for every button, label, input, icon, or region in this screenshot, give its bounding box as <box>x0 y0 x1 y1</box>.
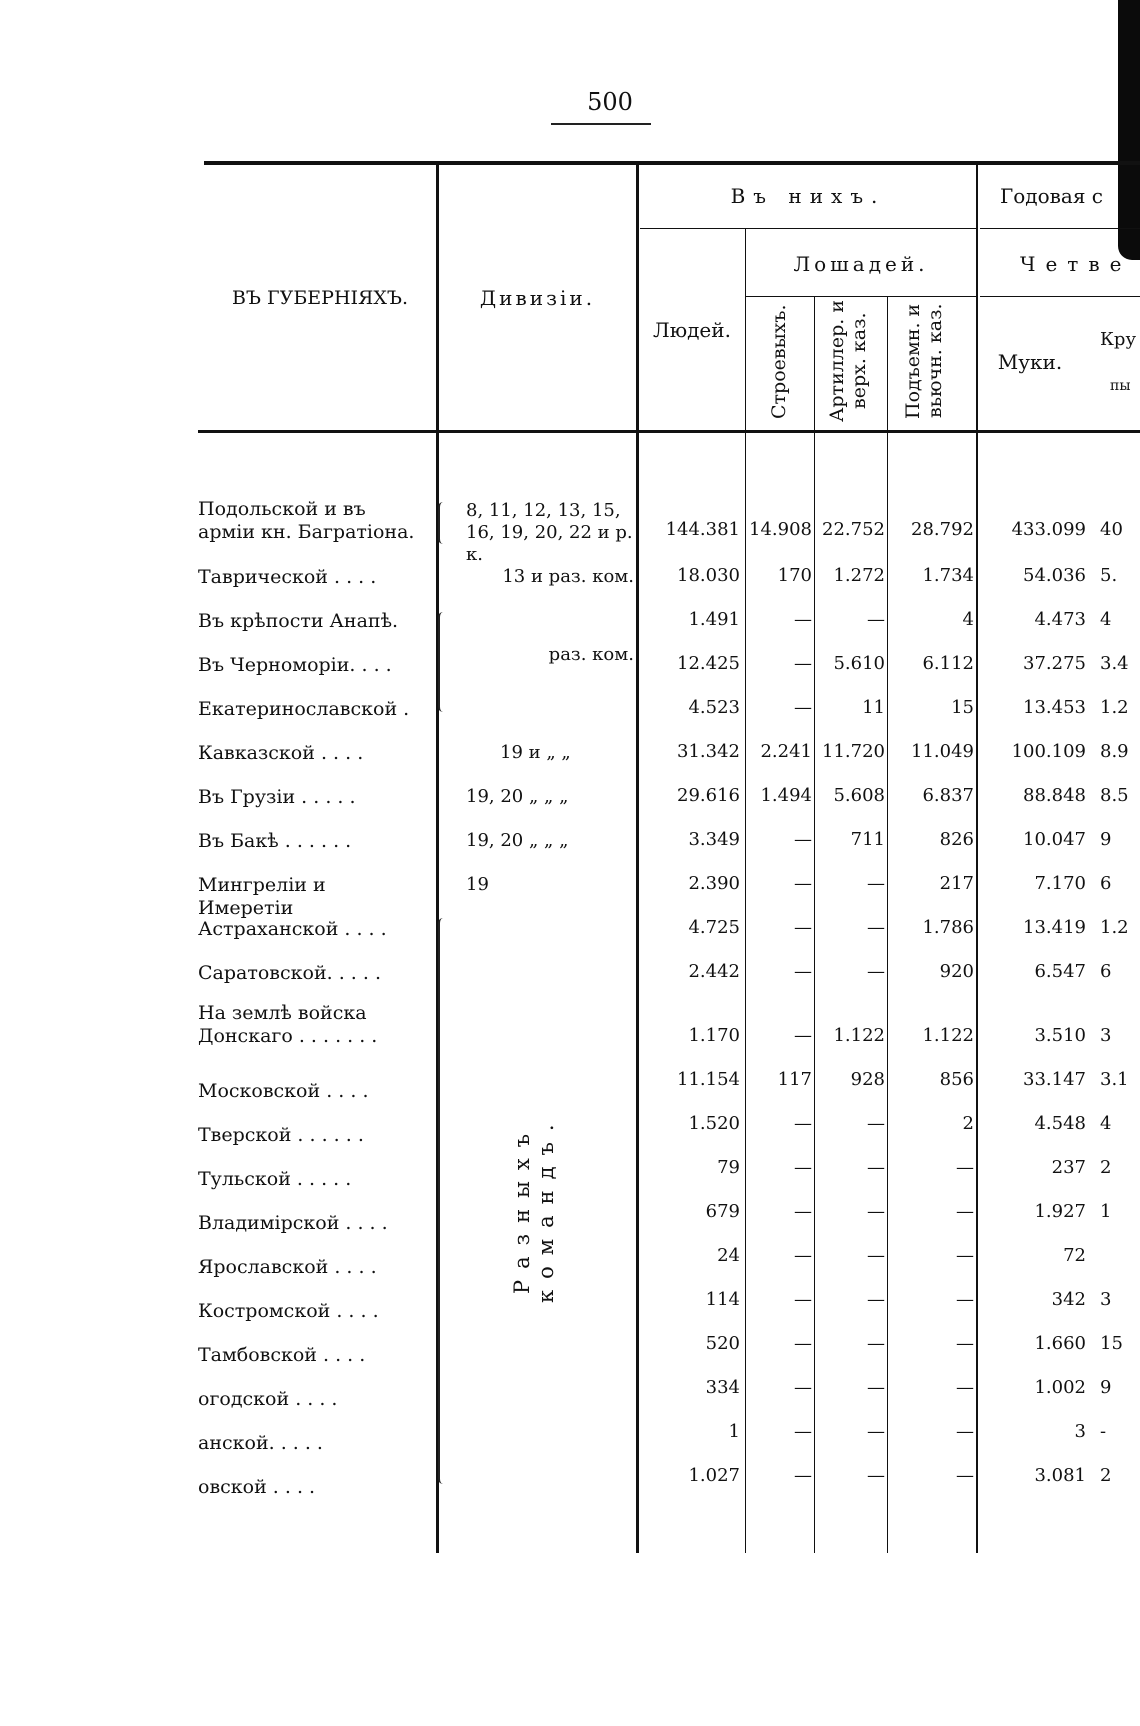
podemn-cell: — <box>956 1421 974 1442</box>
podemn-cell: 2 <box>962 1113 974 1134</box>
podemn-cell: 6.112 <box>922 653 974 674</box>
artiller-cell: 11.720 <box>822 741 885 762</box>
krupy-cell: - <box>1100 1421 1107 1442</box>
podemn-cell: — <box>956 1377 974 1398</box>
muki-cell: 88.848 <box>1023 785 1086 806</box>
artiller-cell: — <box>867 1333 885 1354</box>
gubernia-name: Подольской и въ арміи кн. Багратіона. <box>198 498 415 543</box>
people-cell: 4.725 <box>688 917 740 938</box>
people-cell: 679 <box>705 1201 740 1222</box>
header-muki: Муки. <box>997 350 1063 374</box>
people-cell: 2.442 <box>688 961 740 982</box>
muki-cell: 13.419 <box>1023 917 1086 938</box>
stroevykh-cell: — <box>794 1113 812 1134</box>
header-horses: Лошадей. <box>793 252 929 276</box>
page-number-rule <box>551 123 651 125</box>
people-cell: 114 <box>705 1289 740 1310</box>
artiller-cell: — <box>867 1289 885 1310</box>
gubernia-name: Астраханской . . . . <box>198 918 387 940</box>
rule-chetv <box>980 296 1140 297</box>
krupy-cell: 3 <box>1100 1025 1112 1046</box>
krupy-cell: 1.2 <box>1100 697 1129 718</box>
krupy-cell: 3.4 <box>1100 653 1129 674</box>
krupy-cell: 9 <box>1100 829 1112 850</box>
muki-cell: 433.099 <box>1011 519 1086 540</box>
podemn-cell: 4 <box>962 609 974 630</box>
stroevykh-cell: — <box>794 1333 812 1354</box>
stroevykh-cell: — <box>794 697 812 718</box>
artiller-cell: — <box>867 609 885 630</box>
gubernia-name: Тверской . . . . . . <box>198 1124 364 1146</box>
people-cell: 1.027 <box>688 1465 740 1486</box>
muki-cell: 13.453 <box>1023 697 1086 718</box>
gubernia-name: Московской . . . . <box>198 1080 369 1102</box>
stroevykh-cell: — <box>794 1421 812 1442</box>
people-cell: 79 <box>717 1157 740 1178</box>
rule-horses <box>746 296 976 297</box>
artiller-cell: — <box>867 1421 885 1442</box>
header-stroevykh: Строевыхъ. <box>768 304 790 420</box>
header-chetv: Четве <box>1020 252 1132 276</box>
krupy-cell: 3 <box>1100 1289 1112 1310</box>
krupy-cell: 1 <box>1100 1201 1112 1222</box>
artiller-cell: 5.610 <box>833 653 885 674</box>
header-people: Людей. <box>653 318 731 342</box>
stroevykh-cell: — <box>794 653 812 674</box>
col-rule-horses <box>976 165 978 1553</box>
header-podemn: Подъемн. и вьючн. каз. <box>902 303 946 419</box>
artiller-cell: — <box>867 1465 885 1486</box>
podemn-cell: — <box>956 1333 974 1354</box>
muki-cell: 4.473 <box>1034 609 1086 630</box>
artiller-cell: 711 <box>850 829 885 850</box>
stroevykh-cell: 2.241 <box>760 741 812 762</box>
krupy-cell: 6 <box>1100 873 1112 894</box>
gubernia-name: На землѣ войска Донскаго . . . . . . . <box>198 1002 378 1047</box>
artiller-cell: 22.752 <box>822 519 885 540</box>
krupy-cell: 9 <box>1100 1377 1112 1398</box>
stroevykh-cell: — <box>794 1245 812 1266</box>
muki-cell: 10.047 <box>1023 829 1086 850</box>
artiller-cell: — <box>867 1201 885 1222</box>
people-cell: 31.342 <box>677 741 740 762</box>
podemn-cell: 920 <box>939 961 974 982</box>
gubernia-name: Тульской . . . . . <box>198 1168 352 1190</box>
muki-cell: 342 <box>1051 1289 1086 1310</box>
rule-in-them <box>640 228 976 229</box>
stroevykh-cell: — <box>794 1157 812 1178</box>
people-cell: 12.425 <box>677 653 740 674</box>
header-yearly: Годовая с <box>1000 184 1103 208</box>
division-cell: 19 и „ „ <box>500 742 571 763</box>
people-cell: 520 <box>705 1333 740 1354</box>
gubernia-name: Кавказской . . . . <box>198 742 364 764</box>
artiller-cell: — <box>867 1377 885 1398</box>
header-krupy: Кру <box>1100 329 1137 350</box>
stroevykh-cell: — <box>794 1465 812 1486</box>
muki-cell: 100.109 <box>1011 741 1086 762</box>
people-cell: 29.616 <box>677 785 740 806</box>
artiller-cell: 1.272 <box>833 565 885 586</box>
gubernia-name: Въ Черноморіи. . . . <box>198 654 392 676</box>
krupy-cell: 2 <box>1100 1157 1112 1178</box>
division-cell: 19, 20 „ „ „ <box>466 786 569 807</box>
podemn-cell: — <box>956 1245 974 1266</box>
muki-cell: 7.170 <box>1034 873 1086 894</box>
artiller-cell: — <box>867 1113 885 1134</box>
gubernia-name: Въ Грузіи . . . . . <box>198 786 356 808</box>
podemn-cell: 826 <box>939 829 974 850</box>
people-cell: 18.030 <box>677 565 740 586</box>
krupy-cell: 8.5 <box>1100 785 1129 806</box>
gubernia-name: овской . . . . <box>198 1476 316 1498</box>
gubernia-name: Тамбовской . . . . <box>198 1344 366 1366</box>
division-cell: 8, 11, 12, 13, 15, 16, 19, 20, 22 и р. к. <box>466 500 633 565</box>
artiller-cell: 11 <box>862 697 885 718</box>
krupy-cell: 8.9 <box>1100 741 1129 762</box>
stroevykh-cell: 14.908 <box>749 519 812 540</box>
people-cell: 144.381 <box>665 519 740 540</box>
gubernia-name: Въ крѣпости Анапѣ. <box>198 610 399 632</box>
muki-cell: 3.081 <box>1034 1465 1086 1486</box>
header-in-them: Въ нихъ. <box>730 184 886 208</box>
gubernia-name: Мингреліи и Имеретіи <box>198 874 326 919</box>
muki-cell: 3 <box>1074 1421 1086 1442</box>
podemn-cell: 856 <box>939 1069 974 1090</box>
table-top-rule <box>204 161 1140 165</box>
division-cell: 19, 20 „ „ „ <box>466 830 569 851</box>
people-cell: 11.154 <box>677 1069 740 1090</box>
header-krupy-2: пы <box>1110 378 1131 394</box>
muki-cell: 237 <box>1051 1157 1086 1178</box>
header-divisions: Дивизіи. <box>479 286 596 310</box>
people-cell: 3.349 <box>688 829 740 850</box>
muki-cell: 1.660 <box>1034 1333 1086 1354</box>
people-cell: 4.523 <box>688 697 740 718</box>
division-various-commands: Разныхъ командъ. <box>510 1113 558 1303</box>
podemn-cell: 1.734 <box>922 565 974 586</box>
gubernia-name: Ярославской . . . . <box>198 1256 377 1278</box>
stroevykh-cell: — <box>794 917 812 938</box>
people-cell: 24 <box>717 1245 740 1266</box>
gubernia-name: Таврической . . . . <box>198 566 377 588</box>
stroevykh-cell: — <box>794 961 812 982</box>
people-cell: 1 <box>728 1421 740 1442</box>
gubernia-name: Костромской . . . . <box>198 1300 379 1322</box>
muki-cell: 1.002 <box>1034 1377 1086 1398</box>
people-cell: 1.170 <box>688 1025 740 1046</box>
rule-yearly <box>980 228 1140 229</box>
muki-cell: 37.275 <box>1023 653 1086 674</box>
krupy-cell: 5. <box>1100 565 1118 586</box>
podemn-cell: 15 <box>951 697 974 718</box>
brace-podolsk <box>438 502 448 544</box>
page-number: 500 <box>587 88 633 116</box>
artiller-cell: — <box>867 961 885 982</box>
col-rule-divisions <box>636 165 639 1553</box>
header-bottom-rule <box>198 430 1140 433</box>
podemn-cell: 217 <box>939 873 974 894</box>
division-cell: 13 и раз. ком. <box>502 566 634 587</box>
artiller-cell: 5.608 <box>833 785 885 806</box>
gubernia-name: анской. . . . . <box>198 1432 323 1454</box>
gubernia-name: Владимірской . . . . <box>198 1212 388 1234</box>
krupy-cell: 4 <box>1100 1113 1112 1134</box>
krupy-cell: 4 <box>1100 609 1112 630</box>
podemn-cell: 11.049 <box>911 741 974 762</box>
muki-cell: 54.036 <box>1023 565 1086 586</box>
brace-anapa-group <box>438 612 448 712</box>
muki-cell: 3.510 <box>1034 1025 1086 1046</box>
header-gubernia: ВЪ ГУБЕРНІЯХЪ. <box>231 287 409 309</box>
stroevykh-cell: — <box>794 609 812 630</box>
podemn-cell: 1.122 <box>922 1025 974 1046</box>
header-artiller: Артиллер. и верх. каз. <box>826 300 870 423</box>
podemn-cell: — <box>956 1201 974 1222</box>
gubernia-name: Въ Бакѣ . . . . . . <box>198 830 352 852</box>
stroevykh-cell: — <box>794 1377 812 1398</box>
artiller-cell: — <box>867 917 885 938</box>
stroevykh-cell: 1.494 <box>760 785 812 806</box>
krupy-cell: 2 <box>1100 1465 1112 1486</box>
stroevykh-cell: — <box>794 1201 812 1222</box>
muki-cell: 1.927 <box>1034 1201 1086 1222</box>
podemn-cell: 28.792 <box>911 519 974 540</box>
muki-cell: 33.147 <box>1023 1069 1086 1090</box>
people-cell: 1.520 <box>688 1113 740 1134</box>
podemn-cell: 1.786 <box>922 917 974 938</box>
people-cell: 1.491 <box>688 609 740 630</box>
people-cell: 334 <box>705 1377 740 1398</box>
krupy-cell: 15 <box>1100 1333 1123 1354</box>
krupy-cell: 40 <box>1100 519 1123 540</box>
krupy-cell: 1.2 <box>1100 917 1129 938</box>
muki-cell: 72 <box>1063 1245 1086 1266</box>
people-cell: 2.390 <box>688 873 740 894</box>
artiller-cell: 1.122 <box>833 1025 885 1046</box>
page-edge-shadow <box>1118 0 1140 260</box>
stroevykh-cell: — <box>794 873 812 894</box>
artiller-cell: — <box>867 1157 885 1178</box>
podemn-cell: — <box>956 1157 974 1178</box>
division-cell: 19 <box>466 874 489 895</box>
stroevykh-cell: 117 <box>777 1069 812 1090</box>
brace-various-commands <box>438 918 448 1484</box>
muki-cell: 4.548 <box>1034 1113 1086 1134</box>
podemn-cell: — <box>956 1289 974 1310</box>
gubernia-name: Саратовской. . . . . <box>198 962 381 984</box>
stroevykh-cell: — <box>794 1289 812 1310</box>
gubernia-name: огодской . . . . <box>198 1388 338 1410</box>
muki-cell: 6.547 <box>1034 961 1086 982</box>
podemn-cell: — <box>956 1465 974 1486</box>
artiller-cell: — <box>867 873 885 894</box>
stroevykh-cell: — <box>794 829 812 850</box>
artiller-cell: 928 <box>850 1069 885 1090</box>
krupy-cell: 3.1 <box>1100 1069 1129 1090</box>
podemn-cell: 6.837 <box>922 785 974 806</box>
artiller-cell: — <box>867 1245 885 1266</box>
stroevykh-cell: 170 <box>777 565 812 586</box>
krupy-cell: 6 <box>1100 961 1112 982</box>
gubernia-name: Екатеринославской . <box>198 698 410 720</box>
stroevykh-cell: — <box>794 1025 812 1046</box>
division-cell: раз. ком. <box>548 644 634 665</box>
